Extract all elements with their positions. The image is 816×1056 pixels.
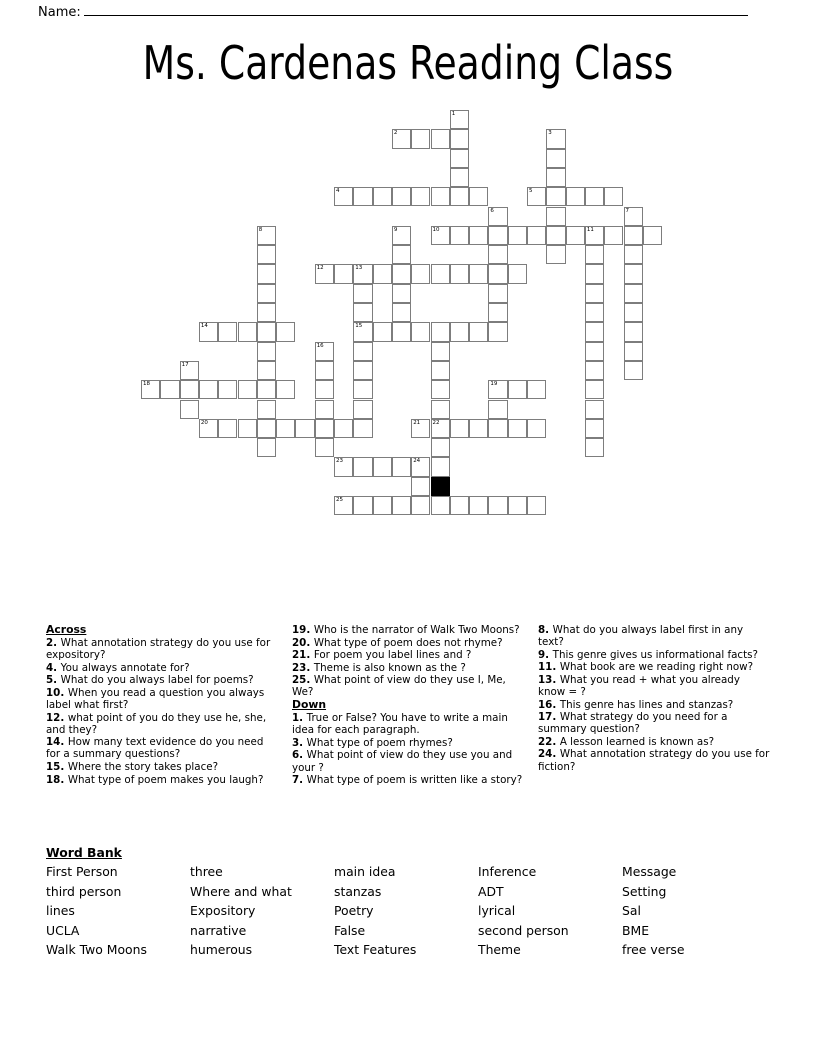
grid-cell[interactable] — [334, 457, 353, 476]
clue-text: Theme is also known as the ? — [313, 661, 466, 674]
grid-cell[interactable] — [585, 187, 604, 206]
grid-cell[interactable] — [527, 380, 546, 399]
grid-cell[interactable] — [585, 438, 604, 457]
clue-number: 16. — [538, 698, 560, 711]
grid-cell-number: 10 — [432, 226, 440, 233]
grid-cell[interactable] — [469, 322, 488, 341]
clue-number: 15. — [46, 761, 68, 774]
clue-item — [46, 774, 278, 786]
grid-cell-number: 15 — [355, 323, 363, 330]
clue-text: True or False? You have to write a main idea for each paragraph. — [292, 712, 508, 737]
clue-column-right — [538, 624, 770, 773]
clue-text: This genre gives us informational facts? — [552, 648, 758, 661]
clue-item — [292, 774, 524, 786]
clue-number: 1. — [292, 712, 307, 725]
grid-cell[interactable] — [488, 322, 507, 341]
clue-number: 3. — [292, 736, 307, 749]
grid-cell[interactable] — [431, 496, 450, 515]
grid-cell[interactable] — [527, 187, 546, 206]
grid-cell[interactable] — [353, 419, 372, 438]
word-bank-item: main idea — [334, 864, 396, 879]
grid-cell[interactable] — [546, 129, 565, 148]
word-bank-item: Sal — [622, 903, 641, 918]
grid-cell[interactable] — [450, 149, 469, 168]
grid-cell-number: 13 — [355, 265, 363, 272]
grid-cell[interactable] — [276, 322, 295, 341]
grid-cell-number: 3 — [548, 130, 552, 137]
grid-cell[interactable] — [334, 419, 353, 438]
grid-cell[interactable] — [411, 322, 430, 341]
grid-cell[interactable] — [392, 187, 411, 206]
clue-text: A lesson learned is known as? — [559, 735, 715, 748]
grid-cell[interactable] — [604, 187, 623, 206]
grid-cell[interactable] — [257, 438, 276, 457]
grid-cell[interactable] — [431, 361, 450, 380]
grid-cell[interactable] — [411, 129, 430, 148]
grid-cell[interactable] — [295, 419, 314, 438]
grid-cell[interactable] — [160, 380, 179, 399]
grid-cell[interactable] — [508, 419, 527, 438]
clue-number: 13. — [538, 673, 560, 686]
grid-cell[interactable] — [585, 361, 604, 380]
grid-cell[interactable] — [411, 477, 430, 496]
grid-cell[interactable] — [643, 226, 662, 245]
grid-cell-number: 21 — [413, 419, 421, 426]
clue-item — [538, 699, 770, 711]
grid-cell[interactable] — [257, 245, 276, 264]
word-bank-item: Walk Two Moons — [46, 942, 147, 957]
clue-number: 6. — [292, 749, 307, 762]
grid-cell[interactable] — [431, 400, 450, 419]
grid-cell[interactable] — [353, 400, 372, 419]
grid-cell[interactable] — [488, 419, 507, 438]
grid-cell[interactable] — [353, 187, 372, 206]
clue-item — [538, 649, 770, 661]
grid-cell[interactable] — [199, 322, 218, 341]
grid-cell[interactable] — [624, 207, 643, 226]
grid-cell[interactable] — [218, 380, 237, 399]
grid-cell[interactable] — [450, 419, 469, 438]
grid-cell[interactable] — [469, 226, 488, 245]
clue-text: What point of view do they use I, Me, We? — [292, 674, 506, 699]
clue-number: 24. — [538, 748, 560, 761]
grid-cell[interactable] — [450, 496, 469, 515]
grid-cell[interactable] — [334, 496, 353, 515]
clue-text: What you read + what you already know = ? — [538, 673, 740, 698]
clue-number: 10. — [46, 686, 68, 699]
clue-text: What point of view do they use you and your ? — [292, 749, 513, 774]
clue-number: 20. — [292, 636, 314, 649]
grid-cell[interactable] — [276, 380, 295, 399]
grid-cell[interactable] — [353, 361, 372, 380]
clue-item — [538, 624, 770, 648]
grid-cell[interactable] — [276, 419, 295, 438]
grid-cell[interactable] — [392, 322, 411, 341]
word-bank-item: second person — [478, 922, 569, 938]
grid-cell[interactable] — [353, 303, 372, 322]
grid-cell[interactable] — [508, 264, 527, 283]
word-bank-item: Setting — [622, 883, 667, 899]
clue-number: 8. — [538, 624, 553, 636]
down-heading: Down — [292, 698, 327, 712]
grid-cell[interactable] — [238, 322, 257, 341]
grid-cell[interactable] — [585, 400, 604, 419]
grid-cell[interactable] — [257, 380, 276, 399]
grid-cell-number: 4 — [336, 188, 340, 195]
clue-text: What strategy do you need for a summary question? — [538, 711, 728, 736]
grid-cell-number: 24 — [413, 458, 421, 465]
grid-cell[interactable] — [431, 322, 450, 341]
clue-text: What book are we reading right now? — [559, 661, 754, 674]
grid-cell[interactable] — [469, 496, 488, 515]
grid-cell[interactable] — [585, 342, 604, 361]
clue-item — [46, 687, 278, 711]
grid-cell[interactable] — [585, 284, 604, 303]
grid-cell[interactable] — [411, 457, 430, 476]
clue-item — [46, 761, 278, 773]
grid-cell[interactable] — [508, 380, 527, 399]
clue-text: what point of you do they use he, she, and they? — [46, 711, 267, 736]
clue-number: 25. — [292, 674, 314, 687]
clue-item — [292, 749, 524, 773]
clue-number: 21. — [292, 649, 314, 662]
clue-number: 7. — [292, 774, 307, 787]
clue-number: 18. — [46, 773, 68, 786]
word-bank-item: free verse — [622, 942, 685, 957]
grid-cell[interactable] — [315, 361, 334, 380]
word-bank-item: humerous — [190, 942, 253, 957]
word-bank-item: Message — [622, 864, 677, 879]
grid-cell[interactable] — [431, 129, 450, 148]
grid-cell[interactable] — [431, 438, 450, 457]
grid-cell[interactable] — [315, 264, 334, 283]
clue-text: What type of poem is written like a story? — [306, 774, 523, 787]
word-bank-item: lines — [46, 903, 75, 918]
grid-cell[interactable] — [315, 400, 334, 419]
grid-cell[interactable] — [199, 419, 218, 438]
grid-cell[interactable] — [315, 419, 334, 438]
grid-cell-number: 25 — [336, 497, 343, 503]
grid-cell[interactable] — [353, 322, 372, 341]
clue-number: 14. — [46, 736, 68, 749]
grid-cell-number: 12 — [316, 265, 324, 272]
grid-cell[interactable] — [585, 226, 604, 245]
word-bank-item: Expository — [190, 903, 256, 918]
grid-cell-number: 14 — [200, 323, 208, 330]
word-bank-grid — [46, 864, 776, 957]
clue-item — [538, 711, 770, 735]
word-bank-item: False — [334, 922, 366, 938]
clue-item — [292, 674, 524, 698]
grid-cell[interactable] — [180, 361, 199, 380]
grid-cell[interactable] — [450, 168, 469, 187]
grid-cell[interactable] — [392, 245, 411, 264]
grid-cell[interactable] — [257, 361, 276, 380]
grid-cell[interactable] — [257, 284, 276, 303]
clue-text: What annotation strategy do you use for expository? — [46, 637, 271, 662]
grid-cell[interactable] — [469, 419, 488, 438]
grid-cell[interactable] — [624, 322, 643, 341]
grid-cell[interactable] — [488, 207, 507, 226]
grid-cell[interactable] — [527, 496, 546, 515]
grid-cell[interactable] — [411, 496, 430, 515]
grid-cell[interactable] — [315, 342, 334, 361]
grid-cell-number: 17 — [181, 361, 189, 368]
grid-cell[interactable] — [334, 264, 353, 283]
clue-text: Who is the narrator of Walk Two Moons? — [313, 624, 520, 636]
clue-number: 11. — [538, 661, 560, 674]
grid-cell[interactable] — [315, 380, 334, 399]
grid-cell[interactable] — [624, 342, 643, 361]
grid-cell[interactable] — [624, 284, 643, 303]
grid-cell[interactable] — [488, 284, 507, 303]
clue-text: What type of poem makes you laugh? — [67, 773, 264, 786]
word-bank-item: UCLA — [46, 922, 80, 938]
clue-text: This genre has lines and stanzas? — [559, 698, 734, 711]
word-bank-item: third person — [46, 883, 122, 899]
clue-text: What type of poem does not rhyme? — [313, 636, 503, 649]
clue-text: Where the story takes place? — [67, 761, 219, 774]
grid-cell[interactable] — [257, 322, 276, 341]
clue-number: 19. — [292, 624, 314, 636]
clue-column-left — [46, 624, 278, 786]
word-bank-item: narrative — [190, 922, 247, 938]
clue-text: What do you always label first in any text? — [538, 624, 744, 649]
grid-cell[interactable] — [546, 187, 565, 206]
grid-cell-number: 16 — [316, 342, 324, 349]
grid-cell[interactable] — [585, 303, 604, 322]
clue-item — [292, 637, 524, 649]
grid-cell[interactable] — [257, 400, 276, 419]
grid-cell[interactable] — [353, 342, 372, 361]
grid-cell[interactable] — [257, 226, 276, 245]
grid-cell[interactable] — [431, 187, 450, 206]
clue-item — [46, 712, 278, 736]
clue-item — [46, 674, 278, 686]
grid-cell[interactable] — [488, 245, 507, 264]
grid-cell[interactable] — [469, 187, 488, 206]
grid-cell[interactable] — [469, 264, 488, 283]
grid-cell[interactable] — [431, 342, 450, 361]
clue-text: What annotation strategy do you use for fiction? — [538, 748, 770, 773]
word-bank-heading: Word Bank — [46, 845, 122, 860]
grid-cell[interactable] — [546, 207, 565, 226]
clue-text: What type of poem rhymes? — [306, 736, 453, 749]
grid-cell[interactable] — [257, 303, 276, 322]
clue-text: For poem you label lines and ? — [313, 649, 472, 662]
grid-cell[interactable] — [431, 457, 450, 476]
grid-cell[interactable] — [604, 226, 623, 245]
grid-cell[interactable] — [392, 264, 411, 283]
word-bank-item: three — [190, 864, 223, 879]
grid-cell[interactable] — [624, 264, 643, 283]
grid-cell[interactable] — [585, 264, 604, 283]
clues-area — [46, 624, 770, 787]
grid-cell[interactable] — [353, 284, 372, 303]
grid-cell[interactable] — [546, 149, 565, 168]
grid-cell[interactable] — [141, 380, 160, 399]
grid-cell[interactable] — [585, 419, 604, 438]
word-bank-item: Text Features — [334, 942, 417, 957]
grid-cell[interactable] — [546, 226, 565, 245]
grid-cell[interactable] — [218, 419, 237, 438]
grid-cell[interactable] — [392, 457, 411, 476]
grid-cell[interactable] — [392, 129, 411, 148]
grid-cell[interactable] — [373, 264, 392, 283]
grid-cell[interactable] — [566, 226, 585, 245]
clue-text: You always annotate for? — [60, 661, 190, 674]
grid-cell[interactable] — [373, 322, 392, 341]
word-bank — [46, 845, 776, 957]
grid-cell[interactable] — [488, 496, 507, 515]
clue-text: How many text evidence do you need for a summary questions? — [46, 736, 264, 761]
clue-item — [292, 737, 524, 749]
grid-cell[interactable] — [585, 245, 604, 264]
clue-number: 12. — [46, 711, 68, 724]
clue-item — [538, 748, 770, 772]
word-bank-item: First Person — [46, 864, 118, 879]
grid-cell[interactable] — [527, 226, 546, 245]
clue-number: 9. — [538, 648, 553, 661]
grid-cell[interactable] — [450, 264, 469, 283]
grid-cell[interactable] — [257, 342, 276, 361]
word-bank-item: lyrical — [478, 903, 516, 918]
clue-item — [538, 674, 770, 698]
grid-cell[interactable] — [257, 419, 276, 438]
grid-cell[interactable] — [392, 303, 411, 322]
grid-cell[interactable] — [508, 496, 527, 515]
grid-cell[interactable] — [624, 245, 643, 264]
grid-cell[interactable] — [488, 400, 507, 419]
grid-cell[interactable] — [218, 322, 237, 341]
grid-cell-number: 23 — [336, 458, 343, 465]
grid-cell-number: 22 — [432, 419, 440, 426]
clue-item — [538, 661, 770, 673]
clue-number: 17. — [538, 711, 560, 724]
grid-cell[interactable] — [238, 380, 257, 399]
grid-cell[interactable] — [392, 284, 411, 303]
clue-text: When you read a question you always label what first? — [46, 686, 265, 712]
grid-cell[interactable] — [353, 380, 372, 399]
grid-cell[interactable] — [546, 168, 565, 187]
grid-cell[interactable] — [431, 380, 450, 399]
grid-cell-blocked — [431, 477, 450, 496]
grid-cell-number: 5 — [529, 188, 533, 195]
grid-cell[interactable] — [373, 496, 392, 515]
word-bank-item: stanzas — [334, 883, 382, 899]
clue-item — [46, 736, 278, 760]
grid-cell-number: 19 — [490, 381, 498, 388]
clue-item — [292, 712, 524, 736]
word-bank-item: Theme — [478, 942, 521, 957]
grid-cell[interactable] — [488, 380, 507, 399]
grid-cell[interactable] — [431, 264, 450, 283]
word-bank-item: BME — [622, 922, 650, 938]
clue-item — [46, 637, 278, 661]
clue-number: 2. — [46, 637, 61, 650]
grid-cell-number: 1 — [451, 111, 456, 117]
clue-item — [292, 662, 524, 674]
grid-cell[interactable] — [566, 187, 585, 206]
grid-cell[interactable] — [488, 226, 507, 245]
grid-cell[interactable] — [411, 187, 430, 206]
grid-cell[interactable] — [353, 264, 372, 283]
clue-number: 5. — [46, 674, 61, 687]
grid-cell[interactable] — [392, 226, 411, 245]
grid-cell[interactable] — [585, 380, 604, 399]
grid-cell[interactable] — [624, 303, 643, 322]
grid-cell[interactable] — [488, 264, 507, 283]
word-bank-item: ADT — [478, 883, 504, 899]
grid-cell[interactable] — [508, 226, 527, 245]
grid-cell[interactable] — [431, 226, 450, 245]
grid-cell[interactable] — [315, 438, 334, 457]
word-bank-item: Poetry — [334, 903, 374, 918]
across-heading: Across — [46, 623, 87, 636]
grid-cell[interactable] — [353, 496, 372, 515]
clue-item — [292, 624, 524, 636]
grid-cell[interactable] — [488, 303, 507, 322]
grid-cell[interactable] — [527, 419, 546, 438]
grid-cell[interactable] — [450, 110, 469, 129]
grid-cell-number: 6 — [490, 207, 494, 214]
grid-cell[interactable] — [373, 457, 392, 476]
clue-column-middle — [292, 624, 524, 787]
grid-cell[interactable] — [373, 187, 392, 206]
grid-cell-number: 8 — [258, 226, 263, 233]
clue-number: 23. — [292, 661, 314, 674]
grid-cell-number: 9 — [393, 226, 398, 233]
grid-cell[interactable] — [546, 245, 565, 264]
grid-cell[interactable] — [585, 322, 604, 341]
grid-cell[interactable] — [450, 226, 469, 245]
grid-cell-number: 7 — [625, 207, 629, 214]
grid-cell[interactable] — [199, 380, 218, 399]
grid-cell[interactable] — [624, 226, 643, 245]
clue-text: What do you always label for poems? — [60, 674, 254, 687]
word-bank-item: Inference — [478, 864, 537, 879]
clue-item — [538, 736, 770, 748]
grid-cell[interactable] — [334, 187, 353, 206]
grid-cell[interactable] — [411, 419, 430, 438]
name-label: Name: — [38, 5, 81, 20]
grid-cell-number: 11 — [586, 226, 594, 233]
grid-cell[interactable] — [450, 129, 469, 148]
grid-cell[interactable] — [392, 496, 411, 515]
word-bank-item: Where and what — [190, 883, 292, 899]
grid-cell[interactable] — [238, 419, 257, 438]
grid-cell[interactable] — [411, 264, 430, 283]
grid-cell[interactable] — [180, 380, 199, 399]
clue-item — [46, 662, 278, 674]
grid-cell-number: 2 — [393, 130, 398, 137]
grid-cell[interactable] — [257, 264, 276, 283]
grid-cell[interactable] — [353, 457, 372, 476]
clue-number: 22. — [538, 735, 560, 748]
grid-cell[interactable] — [180, 400, 199, 419]
clue-item — [292, 649, 524, 661]
page-title: Ms. Cardenas Reading Class — [142, 36, 674, 90]
grid-cell-number: 20 — [200, 419, 208, 426]
clue-number: 4. — [46, 661, 61, 674]
grid-cell-number: 18 — [143, 381, 150, 388]
grid-cell[interactable] — [624, 361, 643, 380]
grid-cell[interactable] — [431, 419, 450, 438]
grid-cell[interactable] — [450, 187, 469, 206]
grid-cell[interactable] — [450, 322, 469, 341]
